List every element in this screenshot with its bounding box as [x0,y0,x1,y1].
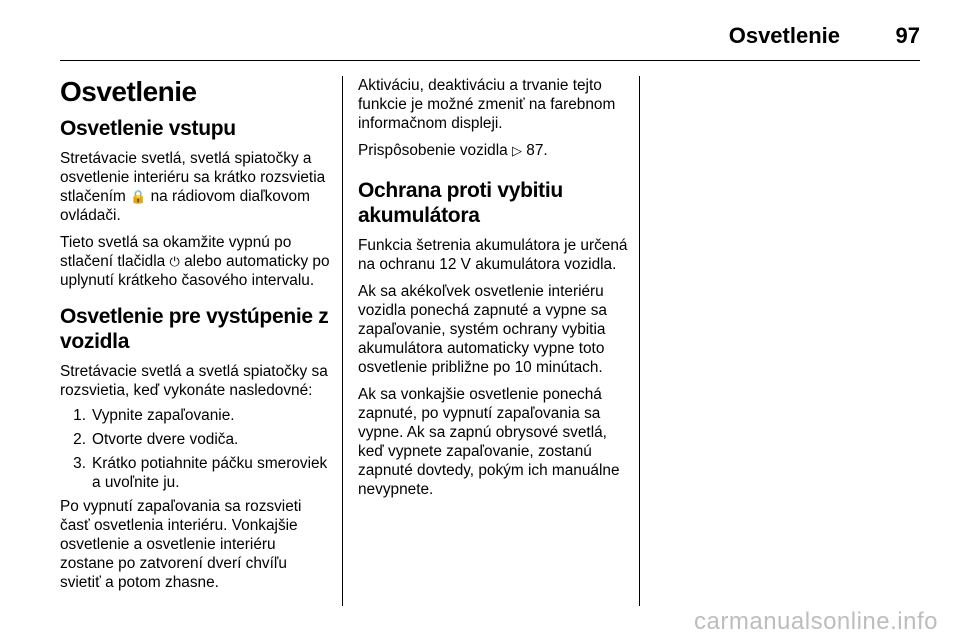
section-heading: Osvetlenie [60,76,197,107]
subsection-heading-exit-lighting: Osvetlenie pre vystúpenie z vozidla [60,305,329,353]
list-item [60,406,332,425]
watermark: carmanualsonline.info [694,608,938,635]
step-text: Krátko potiahnite páčku smeroviek a uvoľnite ju. [92,455,328,491]
page-reference-icon: ▷ [512,143,522,158]
column-divider-right [639,76,640,606]
power-icon: ⏻ [169,254,180,269]
paragraph-entry-2 [60,233,332,290]
page-header [60,14,920,61]
paragraph-reference [358,141,628,160]
step-number: 3. [73,455,86,472]
subsection-heading-entry-lighting: Osvetlenie vstupu [60,117,236,140]
column-divider-left [342,76,343,606]
text-fragment: alebo automaticky po uplynutí krátkeho časového intervalu. [60,253,330,289]
paragraph-battery-1: Funkcia šetrenia akumulátora je určená na ochranu 12 V akumulátora vozidla. [358,237,628,273]
paragraph-settings: Aktiváciu, deaktiváciu a trvanie tejto funkcie je možné zmeniť na farebnom informačnom displeji. [358,77,616,132]
lock-icon: 🔒 [130,189,147,204]
paragraph-battery-2: Ak sa akékoľvek osvetlenie interiéru vozidla ponechá zapnuté a vypne sa zapaľovanie, systém ochrany vybitia akumulátora automaticky vypne toto osvetlenie približne po 10 minútach. [358,283,607,376]
paragraph-battery-3: Ak sa vonkajšie osvetlenie ponechá zapnuté, po vypnutí zapaľovania sa vypne. Ak sa zapnú obrysové svetlá, keď vypnete zapaľovanie, zostanú zapnuté dovtedy, pokým ich manuálne nevypnete. [358,386,620,498]
list-item [60,430,332,449]
text-fragment: 87. [522,142,548,159]
paragraph-entry-1 [60,149,332,225]
header-title: Osvetlenie [728,23,840,48]
paragraph-exit-1: Stretávacie svetlá a svetlá spiatočky sa rozsvietia, keď vykonáte nasledovné: [60,363,328,399]
step-number: 2. [73,431,86,448]
column-left [60,76,332,592]
column-middle [358,76,628,499]
step-text: Otvorte dvere vodiča. [92,431,239,448]
subsection-heading-battery: Ochrana proti vybitiu akumulátora [358,179,563,227]
text-fragment: Prispôsobenie vozidla [358,142,512,159]
step-number: 1. [73,407,86,424]
text-fragment: na rádiovom diaľkovom ovládači. [60,188,310,224]
step-text: Vypnite zapaľovanie. [92,407,235,424]
steps-list [60,406,332,492]
page-number: 97 [895,23,920,48]
list-item [60,454,332,492]
paragraph-exit-2: Po vypnutí zapaľovania sa rozsvieti časť osvetlenia interiéru. Vonkajšie osvetlenie a osvetlenie interiéru zostane po zatvorení dverí chvíľu svietiť a potom zhasne. [60,498,302,591]
text-fragment: Tieto svetlá sa okamžite vypnú po stlačení tlačidla [60,234,292,270]
text-fragment: Stretávacie svetlá, svetlá spiatočky a osvetlenie interiéru sa krátko rozsvietia stlačením [60,150,326,205]
